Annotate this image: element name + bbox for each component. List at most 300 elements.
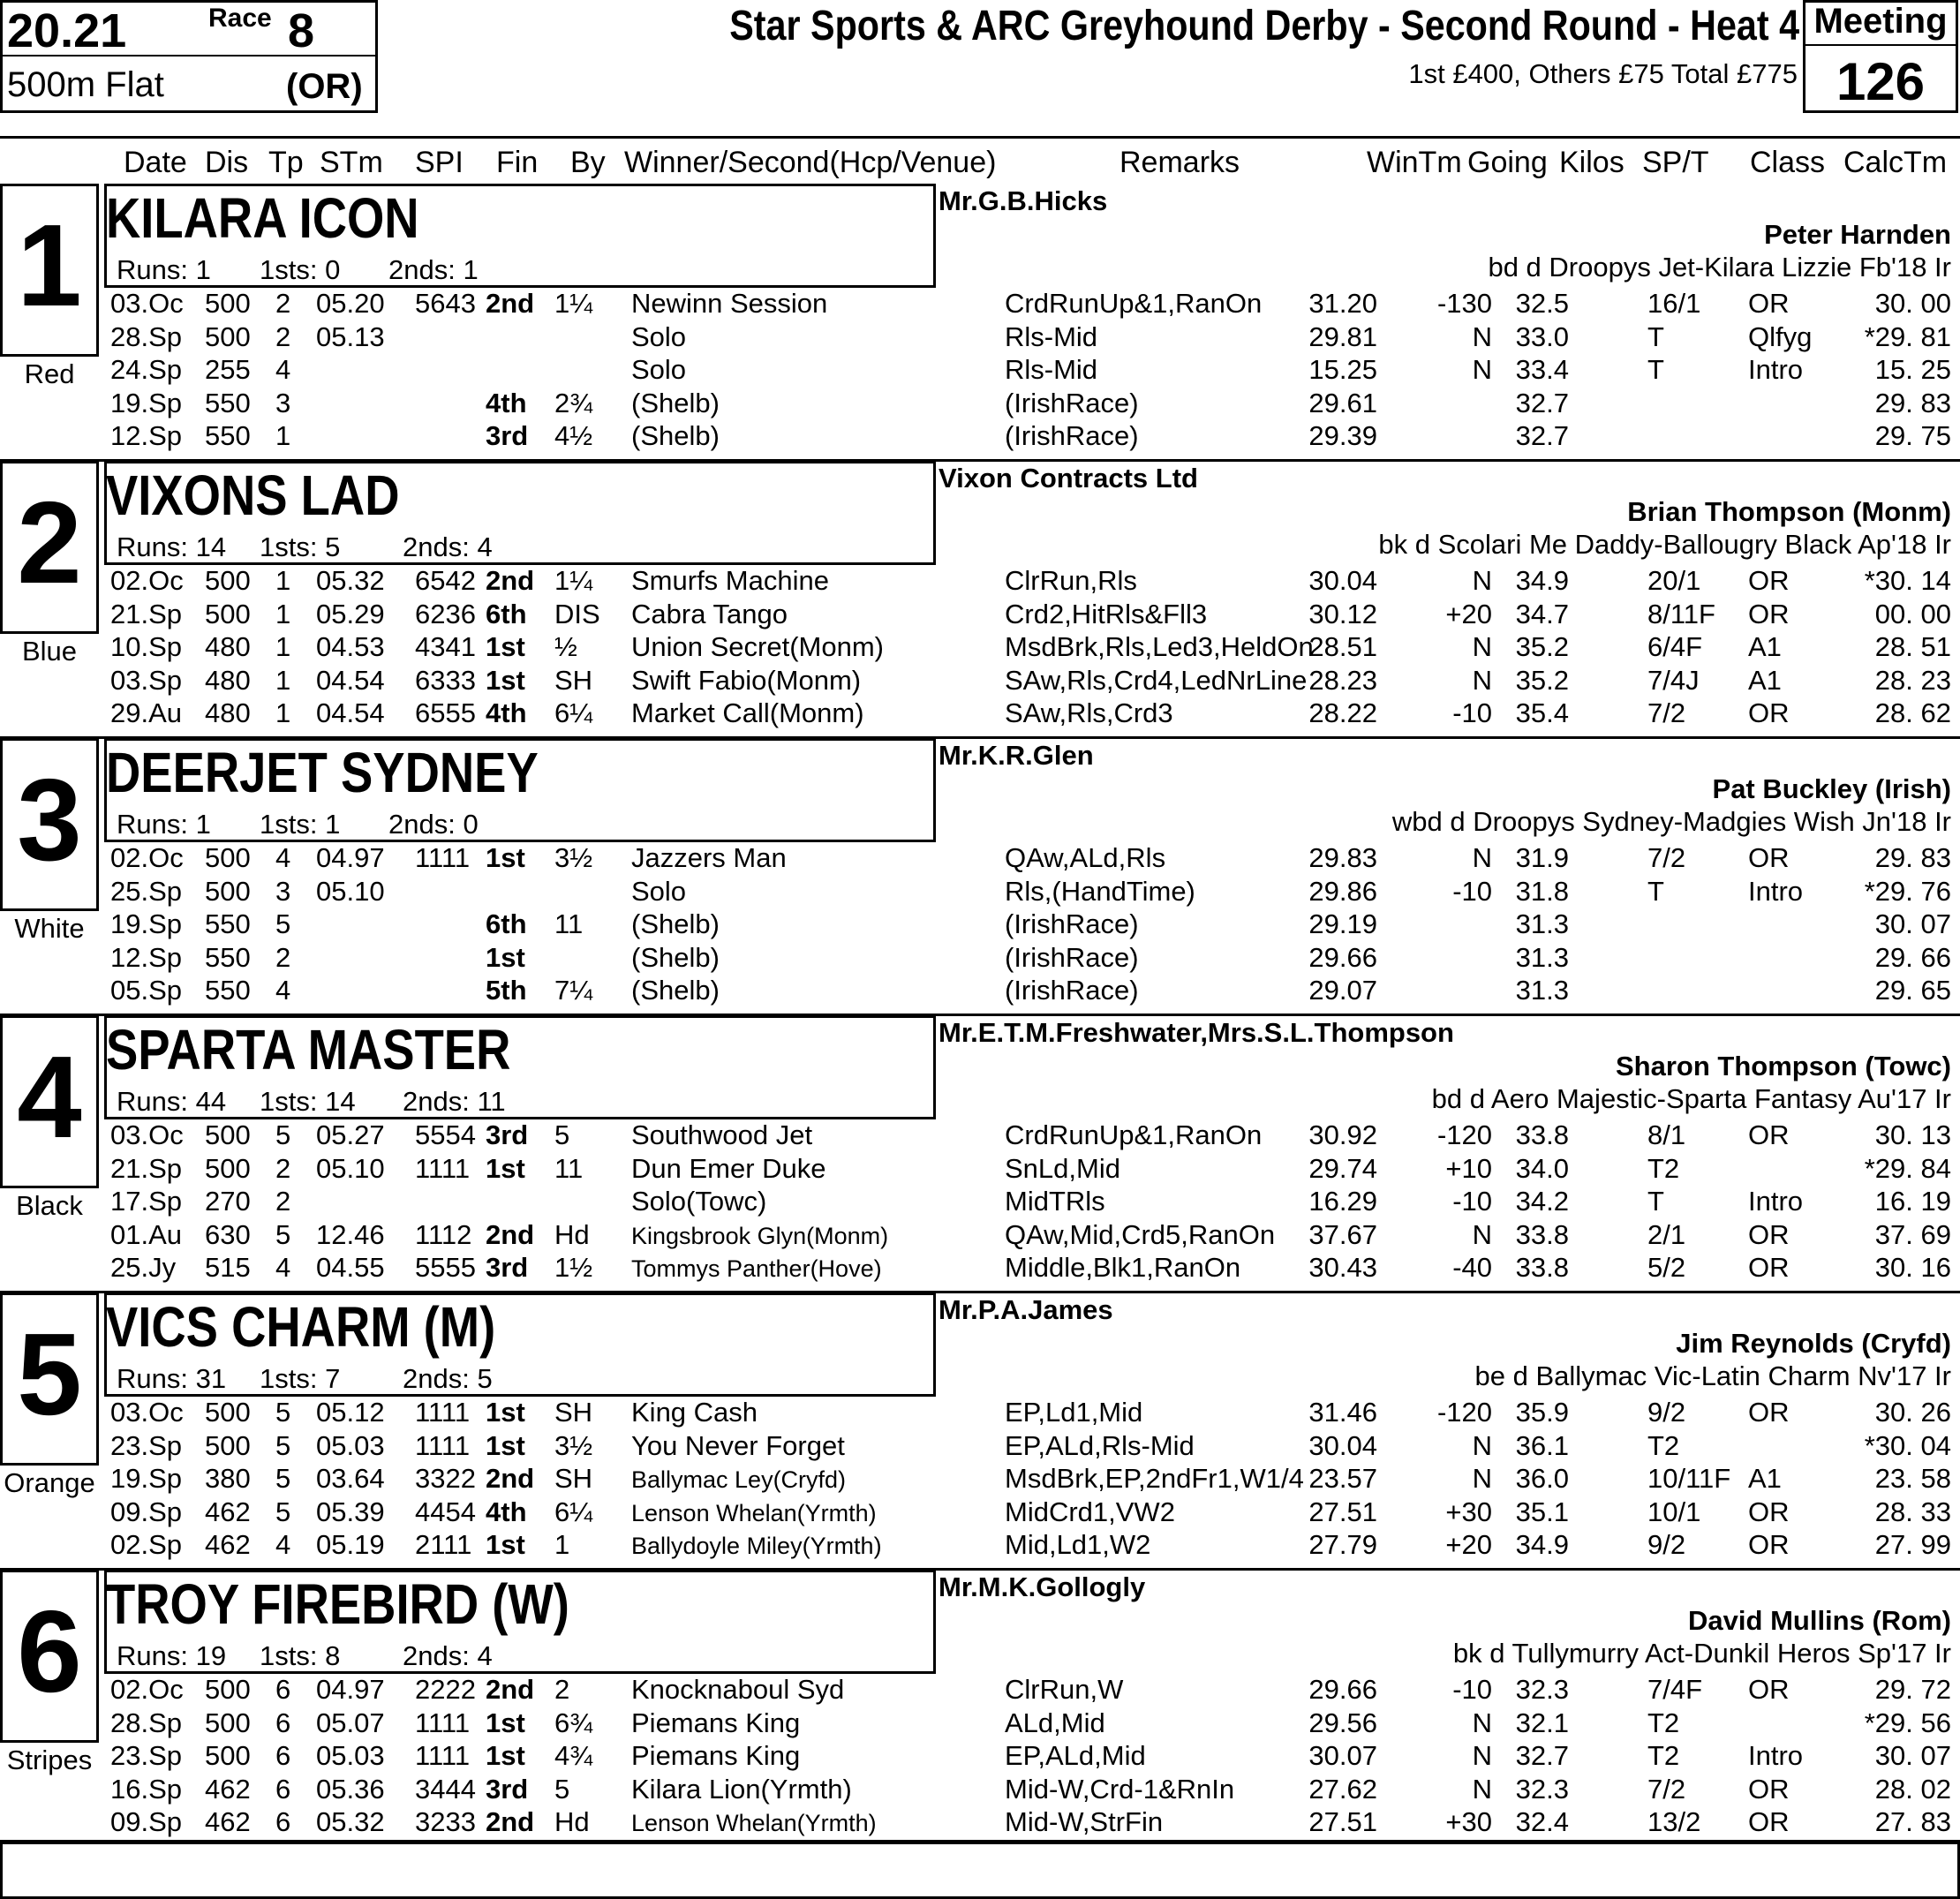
form-winner: Cabra Tango [631, 598, 788, 629]
form-spt: T2 [1647, 1707, 1680, 1738]
form-remarks: SAw,Rls,Crd4,LedNrLine [1005, 664, 1308, 696]
form-winner: Dun Emer Duke [631, 1152, 826, 1184]
form-by: 1½ [554, 1252, 593, 1283]
column-header: Kilos [1559, 146, 1625, 179]
form-kilos: 33.8 [1515, 1218, 1569, 1250]
form-dis: 462 [205, 1806, 251, 1837]
form-calctm: 29. 72 [1874, 1674, 1951, 1705]
firsts-count: 1sts: 8 [260, 1640, 341, 1671]
form-date: 10.Sp [110, 631, 183, 662]
trap-color: Orange [4, 1467, 95, 1498]
form-wintm: 29.74 [1308, 1152, 1377, 1184]
form-winner: Piemans King [631, 1707, 801, 1738]
form-tp: 1 [275, 565, 291, 596]
trap-number: 4 [17, 1032, 82, 1162]
column-header: Remarks [1119, 146, 1240, 179]
form-by: SH [554, 1463, 593, 1494]
form-wintm: 31.20 [1308, 288, 1377, 319]
form-spt: T2 [1647, 1429, 1680, 1461]
seconds-count: 2nds: 11 [403, 1086, 506, 1117]
trap-number: 5 [17, 1309, 82, 1439]
form-wintm: 29.66 [1308, 941, 1377, 973]
form-remarks: SAw,Rls,Crd3 [1005, 697, 1173, 728]
form-calctm: 29. 65 [1874, 975, 1951, 1006]
form-tp: 5 [275, 1218, 291, 1250]
form-calctm: 30. 00 [1874, 288, 1951, 319]
form-stm: 05.29 [316, 598, 385, 629]
owner: Mr.E.T.M.Freshwater,Mrs.S.L.Thompson [939, 1017, 1454, 1048]
form-kilos: 31.3 [1515, 941, 1569, 973]
form-calctm: 28. 33 [1874, 1496, 1951, 1527]
form-fin: 1st [486, 1152, 525, 1184]
column-header: Class [1750, 146, 1826, 179]
seconds-count: 2nds: 5 [403, 1363, 493, 1394]
header-rule [0, 136, 1960, 139]
form-cls: OR [1748, 1119, 1790, 1150]
race-prizes: 1st £400, Others £75 Total £775 [1408, 58, 1798, 89]
form-stm: 05.13 [316, 320, 385, 352]
form-spt: 8/11F [1647, 598, 1715, 629]
form-remarks: EP,ALd,Mid [1005, 1740, 1146, 1771]
form-wintm: 29.61 [1308, 387, 1377, 418]
form-calctm: *29. 84 [1864, 1152, 1951, 1184]
form-fin: 2nd [486, 1218, 535, 1250]
trap-box [0, 1015, 99, 1188]
form-remarks: (IrishRace) [1005, 975, 1139, 1006]
form-wintm: 23.57 [1308, 1463, 1377, 1494]
form-spt: T [1647, 875, 1664, 907]
form-spi: 6555 [415, 697, 476, 728]
form-tp: 5 [275, 908, 291, 939]
form-wintm: 30.04 [1308, 565, 1377, 596]
form-spt: 16/1 [1647, 288, 1701, 319]
form-date: 24.Sp [110, 354, 183, 385]
firsts-count: 1sts: 7 [260, 1363, 341, 1394]
form-kilos: 33.4 [1515, 354, 1569, 385]
form-by: Hd [554, 1218, 590, 1250]
form-wintm: 29.86 [1308, 875, 1377, 907]
form-fin: 1st [486, 1707, 525, 1738]
form-remarks: MidCrd1,VW2 [1005, 1496, 1175, 1527]
column-header: WinTm [1367, 146, 1462, 179]
race-time: 20.21 [7, 4, 127, 57]
form-cls: Intro [1748, 354, 1804, 385]
form-remarks: EP,Ld1,Mid [1005, 1397, 1143, 1428]
form-cls: OR [1748, 1529, 1790, 1560]
form-dis: 550 [205, 387, 251, 418]
form-kilos: 31.3 [1515, 908, 1569, 939]
form-cls: OR [1748, 1674, 1790, 1705]
form-wintm: 30.12 [1308, 598, 1377, 629]
form-kilos: 36.1 [1515, 1429, 1569, 1461]
form-date: 19.Sp [110, 1463, 183, 1494]
form-cls: OR [1748, 598, 1790, 629]
dog-name: KILARA ICON [106, 186, 419, 250]
form-cls: OR [1748, 1218, 1790, 1250]
form-tp: 6 [275, 1773, 291, 1805]
form-remarks: SnLd,Mid [1005, 1152, 1120, 1184]
form-fin: 4th [486, 697, 527, 728]
column-header: STm [320, 146, 383, 179]
form-by: 5 [554, 1773, 570, 1805]
form-kilos: 32.7 [1515, 387, 1569, 418]
form-spt: 10/11F [1647, 1463, 1731, 1494]
form-remarks: Mid,Ld1,W2 [1005, 1529, 1151, 1560]
form-tp: 2 [275, 320, 291, 352]
form-going: N [1472, 1773, 1492, 1805]
form-calctm: 16. 19 [1874, 1186, 1951, 1217]
form-fin: 4th [486, 387, 527, 418]
form-going: N [1472, 631, 1492, 662]
form-by: 1¼ [554, 565, 593, 596]
form-kilos: 34.7 [1515, 598, 1569, 629]
form-fin: 3rd [486, 420, 529, 451]
form-spt: 9/2 [1647, 1397, 1686, 1428]
form-remarks: CrdRunUp&1,RanOn [1005, 288, 1263, 319]
form-tp: 5 [275, 1496, 291, 1527]
form-spt: T2 [1647, 1152, 1680, 1184]
form-winner: Solo [631, 320, 687, 352]
form-spi: 1111 [415, 1429, 471, 1461]
form-cls: OR [1748, 565, 1790, 596]
form-going: N [1472, 1707, 1492, 1738]
form-date: 21.Sp [110, 598, 183, 629]
form-going: +30 [1445, 1496, 1492, 1527]
form-going: -130 [1436, 288, 1492, 319]
form-dis: 500 [205, 875, 251, 907]
form-calctm: 29. 75 [1874, 420, 1951, 451]
form-date: 09.Sp [110, 1806, 183, 1837]
form-cls: Intro [1748, 1186, 1804, 1217]
form-tp: 4 [275, 842, 291, 873]
form-going: N [1472, 664, 1492, 696]
form-spt: 7/2 [1647, 697, 1686, 728]
form-calctm: 30. 26 [1874, 1397, 1951, 1428]
form-tp: 3 [275, 875, 291, 907]
form-wintm: 28.23 [1308, 664, 1377, 696]
dog-name: VICS CHARM (M) [106, 1295, 496, 1359]
form-cls: Intro [1748, 1740, 1804, 1771]
form-remarks: Rls-Mid [1005, 320, 1098, 352]
form-going: -120 [1436, 1397, 1492, 1428]
trainer: Peter Harnden [1764, 219, 1951, 250]
trainer: Jim Reynolds (Cryfd) [1676, 1328, 1951, 1359]
form-date: 28.Sp [110, 320, 183, 352]
form-wintm: 27.51 [1308, 1496, 1377, 1527]
form-date: 02.Oc [110, 842, 184, 873]
dog-name: SPARTA MASTER [106, 1018, 511, 1081]
form-dis: 630 [205, 1218, 251, 1250]
form-fin: 4th [486, 1496, 527, 1527]
form-tp: 6 [275, 1806, 291, 1837]
form-kilos: 36.0 [1515, 1463, 1569, 1494]
trap-number: 2 [17, 478, 82, 607]
form-spt: 10/1 [1647, 1496, 1701, 1527]
form-tp: 4 [275, 354, 291, 385]
form-tp: 1 [275, 697, 291, 728]
form-winner: Ballymac Ley(Cryfd) [631, 1466, 847, 1493]
form-date: 29.Au [110, 697, 183, 728]
form-winner: Tommys Panther(Hove) [631, 1255, 882, 1282]
trap-box [0, 184, 99, 357]
form-spi: 3233 [415, 1806, 476, 1837]
form-remarks: Crd2,HitRls&Fll3 [1005, 598, 1208, 629]
form-date: 02.Oc [110, 565, 184, 596]
form-remarks: (IrishRace) [1005, 941, 1139, 973]
form-date: 02.Oc [110, 1674, 184, 1705]
seconds-count: 2nds: 1 [388, 254, 479, 285]
breeding: bk d Scolari Me Daddy-Ballougry Black Ap'18 Ir [1378, 529, 1951, 560]
race-title: Star Sports & ARC Greyhound Derby - Second Round - Heat 4 [729, 3, 1799, 49]
form-dis: 380 [205, 1463, 251, 1494]
form-kilos: 32.1 [1515, 1707, 1569, 1738]
dog-name: VIXONS LAD [106, 463, 400, 527]
form-tp: 5 [275, 1463, 291, 1494]
form-tp: 4 [275, 975, 291, 1006]
form-cls: OR [1748, 1806, 1790, 1837]
form-spi: 6333 [415, 664, 476, 696]
form-dis: 500 [205, 565, 251, 596]
form-winner: Ballydoyle Miley(Yrmth) [631, 1533, 882, 1559]
form-winner: Solo [631, 875, 687, 907]
form-dis: 550 [205, 941, 251, 973]
form-tp: 2 [275, 1186, 291, 1217]
form-fin: 1st [486, 631, 525, 662]
dog-name: DEERJET SYDNEY [106, 741, 539, 804]
form-winner: Piemans King [631, 1740, 801, 1771]
firsts-count: 1sts: 0 [260, 254, 341, 285]
form-fin: 1st [486, 1740, 525, 1771]
form-fin: 1st [486, 664, 525, 696]
form-wintm: 29.07 [1308, 975, 1377, 1006]
form-by: Hd [554, 1806, 590, 1837]
form-by: 6¼ [554, 697, 593, 728]
form-by: 3½ [554, 1429, 593, 1461]
form-fin: 3rd [486, 1119, 529, 1150]
form-tp: 4 [275, 1252, 291, 1283]
form-spi: 6542 [415, 565, 476, 596]
form-spt: T [1647, 1186, 1664, 1217]
form-wintm: 30.04 [1308, 1429, 1377, 1461]
form-fin: 3rd [486, 1252, 529, 1283]
form-remarks: Mid-W,Crd-1&RnIn [1005, 1773, 1235, 1805]
trap-box [0, 1292, 99, 1466]
column-header: Tp [268, 146, 304, 179]
form-by: 11 [554, 1152, 584, 1184]
form-spt: 9/2 [1647, 1529, 1686, 1560]
form-going: N [1472, 1429, 1492, 1461]
form-dis: 462 [205, 1529, 251, 1560]
form-cls: A1 [1748, 631, 1782, 662]
form-kilos: 34.9 [1515, 565, 1569, 596]
form-tp: 1 [275, 664, 291, 696]
seconds-count: 2nds: 4 [403, 1640, 493, 1671]
form-date: 25.Sp [110, 875, 183, 907]
form-tp: 3 [275, 387, 291, 418]
footer-box [0, 1840, 1960, 1899]
form-by: 2 [554, 1674, 570, 1705]
runs-count: Runs: 19 [117, 1640, 227, 1671]
form-stm: 04.97 [316, 1674, 385, 1705]
form-stm: 04.55 [316, 1252, 385, 1283]
form-remarks: ClrRun,Rls [1005, 565, 1137, 596]
form-spt: 7/4F [1647, 1674, 1703, 1705]
form-spt: T [1647, 320, 1664, 352]
form-spi: 5554 [415, 1119, 476, 1150]
form-tp: 6 [275, 1674, 291, 1705]
form-date: 25.Jy [110, 1252, 177, 1283]
meeting-divider [1803, 44, 1958, 46]
race-number: 8 [288, 4, 315, 57]
form-winner: King Cash [631, 1397, 758, 1428]
form-fin: 6th [486, 908, 527, 939]
form-cls: OR [1748, 1773, 1790, 1805]
form-stm: 05.03 [316, 1740, 385, 1771]
column-header: SPI [415, 146, 464, 179]
form-cls: A1 [1748, 664, 1782, 696]
form-going: N [1472, 1740, 1492, 1771]
runs-count: Runs: 31 [117, 1363, 227, 1394]
form-cls: Qlfyg [1748, 320, 1813, 352]
form-remarks: ClrRun,W [1005, 1674, 1124, 1705]
form-by: ½ [554, 631, 577, 662]
form-calctm: 27. 83 [1874, 1806, 1951, 1837]
form-wintm: 29.56 [1308, 1707, 1377, 1738]
form-wintm: 29.83 [1308, 842, 1377, 873]
form-kilos: 33.8 [1515, 1119, 1569, 1150]
form-stm: 04.54 [316, 697, 385, 728]
form-stm: 05.19 [316, 1529, 385, 1560]
firsts-count: 1sts: 14 [260, 1086, 356, 1117]
form-tp: 6 [275, 1740, 291, 1771]
column-header: Dis [205, 146, 249, 179]
form-by: 6¼ [554, 1496, 593, 1527]
form-remarks: MsdBrk,Rls,Led3,HeldOn [1005, 631, 1314, 662]
form-dis: 255 [205, 354, 251, 385]
form-by: 11 [554, 908, 584, 939]
form-date: 03.Oc [110, 288, 184, 319]
form-tp: 4 [275, 1529, 291, 1560]
form-remarks: (IrishRace) [1005, 908, 1139, 939]
form-remarks: ALd,Mid [1005, 1707, 1105, 1738]
form-going: -10 [1452, 1674, 1492, 1705]
form-remarks: QAw,ALd,Rls [1005, 842, 1166, 873]
column-header: Date [124, 146, 187, 179]
form-kilos: 35.1 [1515, 1496, 1569, 1527]
breeding: be d Ballymac Vic-Latin Charm Nv'17 Ir [1474, 1360, 1951, 1391]
form-kilos: 32.7 [1515, 420, 1569, 451]
form-going: +20 [1445, 598, 1492, 629]
form-calctm: 23. 58 [1874, 1463, 1951, 1494]
form-winner: Jazzers Man [631, 842, 787, 873]
dog-name: TROY FIREBIRD (W) [106, 1572, 569, 1636]
form-spi: 1111 [415, 842, 471, 873]
form-fin: 1st [486, 1429, 525, 1461]
form-dis: 500 [205, 1674, 251, 1705]
form-spi: 5643 [415, 288, 476, 319]
form-date: 03.Oc [110, 1119, 184, 1150]
form-fin: 2nd [486, 288, 535, 319]
form-fin: 2nd [486, 565, 535, 596]
form-spt: 5/2 [1647, 1252, 1686, 1283]
form-dis: 500 [205, 598, 251, 629]
form-spt: T [1647, 354, 1664, 385]
form-fin: 1st [486, 1529, 525, 1560]
form-kilos: 32.5 [1515, 288, 1569, 319]
trap-color: Stripes [6, 1745, 93, 1775]
trainer: Sharon Thompson (Towc) [1615, 1051, 1951, 1081]
form-date: 19.Sp [110, 387, 183, 418]
owner: Mr.G.B.Hicks [939, 185, 1108, 216]
form-date: 03.Sp [110, 664, 183, 696]
form-going: N [1472, 320, 1492, 352]
form-winner: Smurfs Machine [631, 565, 829, 596]
form-calctm: *30. 14 [1864, 565, 1951, 596]
firsts-count: 1sts: 1 [260, 809, 341, 840]
form-kilos: 35.2 [1515, 664, 1569, 696]
runs-count: Runs: 44 [117, 1086, 227, 1117]
form-date: 28.Sp [110, 1707, 183, 1738]
runs-count: Runs: 1 [117, 809, 211, 840]
form-dis: 500 [205, 288, 251, 319]
form-remarks: MsdBrk,EP,2ndFr1,W1/4 [1005, 1463, 1304, 1494]
form-dis: 462 [205, 1496, 251, 1527]
form-stm: 05.20 [316, 288, 385, 319]
form-wintm: 31.46 [1308, 1397, 1377, 1428]
form-winner: (Shelb) [631, 908, 720, 939]
meeting-number: 126 [1836, 52, 1926, 111]
form-fin: 6th [486, 598, 527, 629]
owner: Mr.M.K.Gollogly [939, 1571, 1146, 1602]
form-wintm: 29.81 [1308, 320, 1377, 352]
breeding: bd d Aero Majestic-Sparta Fantasy Au'17 Ir [1431, 1083, 1951, 1114]
trap-number: 3 [17, 755, 82, 885]
form-winner: Market Call(Monm) [631, 697, 864, 728]
form-dis: 500 [205, 1119, 251, 1150]
form-stm: 05.03 [316, 1429, 385, 1461]
form-going: +10 [1445, 1152, 1492, 1184]
form-winner: Solo [631, 354, 687, 385]
form-spt: 7/4J [1647, 664, 1700, 696]
form-spt: 13/2 [1647, 1806, 1701, 1837]
form-calctm: 28. 62 [1874, 697, 1951, 728]
form-going: -10 [1452, 875, 1492, 907]
form-remarks: Rls,(HandTime) [1005, 875, 1195, 907]
form-date: 19.Sp [110, 908, 183, 939]
form-wintm: 29.19 [1308, 908, 1377, 939]
column-header: CalcTm [1843, 146, 1948, 179]
form-remarks: QAw,Mid,Crd5,RanOn [1005, 1218, 1276, 1250]
form-date: 21.Sp [110, 1152, 183, 1184]
form-dis: 500 [205, 1152, 251, 1184]
form-stm: 05.10 [316, 1152, 385, 1184]
form-winner: Union Secret(Monm) [631, 631, 884, 662]
form-tp: 5 [275, 1397, 291, 1428]
form-date: 03.Oc [110, 1397, 184, 1428]
form-fin: 1st [486, 1397, 525, 1428]
form-calctm: 00. 00 [1874, 598, 1951, 629]
form-dis: 500 [205, 1740, 251, 1771]
form-cls: Intro [1748, 875, 1804, 907]
form-stm: 05.12 [316, 1397, 385, 1428]
trainer: Pat Buckley (Irish) [1712, 773, 1951, 804]
form-kilos: 33.0 [1515, 320, 1569, 352]
trap-color: White [14, 913, 85, 944]
form-dis: 270 [205, 1186, 251, 1217]
form-spi: 4341 [415, 631, 476, 662]
form-fin: 2nd [486, 1806, 535, 1837]
owner: Mr.K.R.Glen [939, 740, 1094, 771]
